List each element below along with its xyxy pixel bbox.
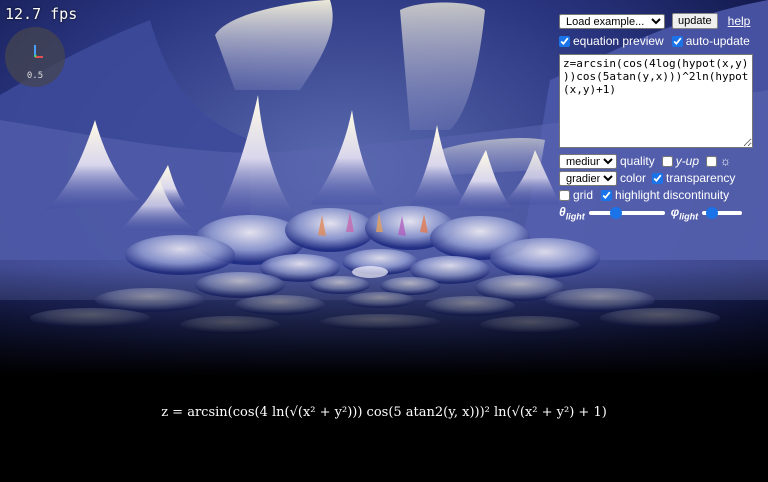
help-link[interactable]: help xyxy=(727,14,751,28)
quality-label: quality xyxy=(620,154,655,168)
color-label: color xyxy=(620,171,647,185)
light-toggle-checkbox[interactable] xyxy=(706,156,717,167)
sun-icon: ☼ xyxy=(720,154,732,168)
transparency-label: transparency xyxy=(666,171,736,185)
equation-preview-checkbox[interactable] xyxy=(559,36,570,47)
control-panel xyxy=(555,12,761,223)
fps-counter: 12.7 fps xyxy=(5,5,78,23)
quality-select[interactable] xyxy=(559,154,617,169)
y-up-label: y-up xyxy=(675,154,700,168)
equation-preview-label: equation preview xyxy=(573,34,664,48)
equation-preview xyxy=(0,405,768,420)
grid-label: grid xyxy=(573,188,594,202)
equation-input[interactable] xyxy=(559,54,753,148)
update-button[interactable]: update xyxy=(672,13,718,29)
grid-checkbox[interactable] xyxy=(559,190,570,201)
load-example-select[interactable] xyxy=(559,14,665,29)
auto-update-label: auto-update xyxy=(685,34,750,48)
highlight-discontinuity-checkbox[interactable] xyxy=(601,190,612,201)
theta-light-slider[interactable] xyxy=(589,211,665,215)
theta-light-label: $\theta_{light}$ xyxy=(559,204,585,222)
highlight-discontinuity-label: highlight discontinuity xyxy=(615,188,730,202)
y-up-checkbox[interactable] xyxy=(662,156,673,167)
transparency-checkbox[interactable] xyxy=(652,173,663,184)
axes-scale-label: 0.5 xyxy=(26,71,44,81)
phi-light-label: $\varphi_{light}$ xyxy=(670,204,699,222)
axes-icon xyxy=(5,27,65,71)
auto-update-checkbox[interactable] xyxy=(672,36,683,47)
equation-preview-text: z = arcsin(cos(4 ln(√(x² + y²))) cos(5 atan2(y, x)))² ln(√(x² + y²) + 1) xyxy=(161,405,607,420)
axes-orientation-widget[interactable] xyxy=(5,27,65,87)
phi-light-slider[interactable] xyxy=(702,211,742,215)
color-select[interactable] xyxy=(559,171,617,186)
